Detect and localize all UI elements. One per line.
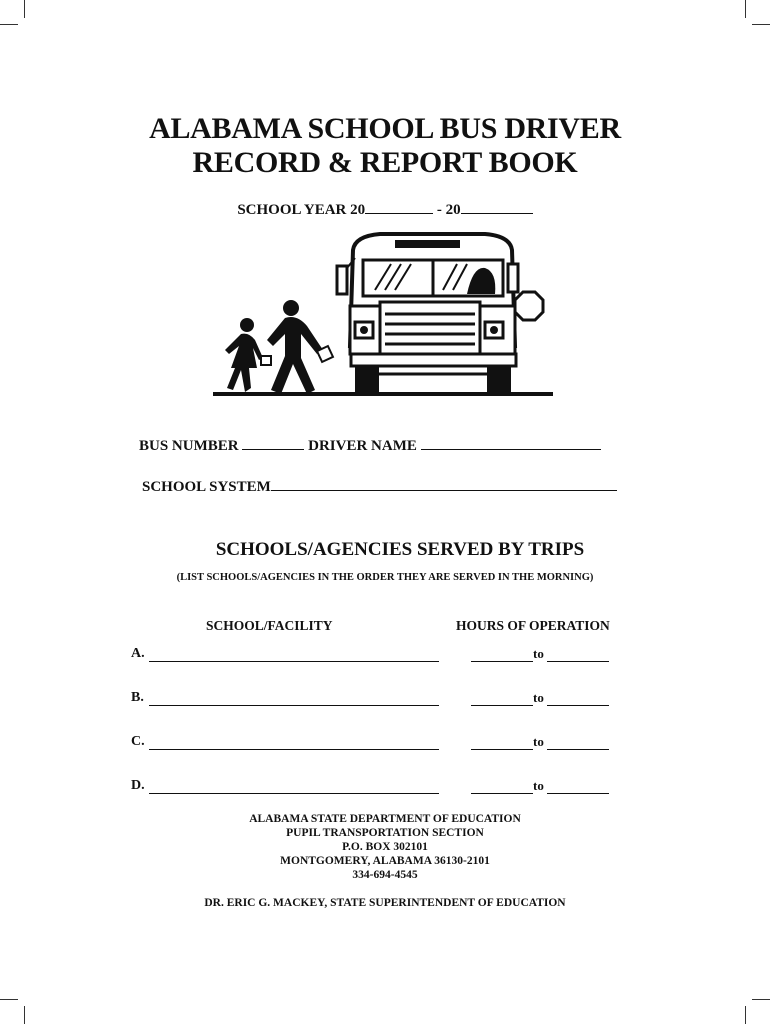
col-school-header: SCHOOL/FACILITY xyxy=(206,618,333,633)
school-year-line xyxy=(0,202,770,219)
col-hours-header: HOURS OF OPERATION xyxy=(456,618,610,633)
crop-mark-tr-h xyxy=(752,24,770,25)
school-year-separator: - 20 xyxy=(436,202,461,218)
row-d xyxy=(131,778,631,798)
address-block xyxy=(0,812,770,882)
row-d-end-blank[interactable] xyxy=(547,778,609,794)
row-c-to: to xyxy=(533,734,544,749)
driver-name-blank[interactable] xyxy=(421,449,601,450)
driver-name-label: DRIVER NAME xyxy=(308,438,417,454)
address-city: MONTGOMERY, ALABAMA 36130-2101 xyxy=(280,855,490,867)
row-d-school-blank[interactable] xyxy=(149,778,439,794)
school-system-line xyxy=(142,479,617,496)
school-system-blank[interactable] xyxy=(271,490,617,491)
crop-mark-tl-h xyxy=(0,24,18,25)
crop-mark-bl-v xyxy=(24,1006,25,1024)
row-b-label: B. xyxy=(131,690,144,705)
school-year-end-blank[interactable] xyxy=(461,213,533,214)
school-system-label: SCHOOL SYSTEM xyxy=(142,479,271,495)
row-c-start-blank[interactable] xyxy=(471,734,533,750)
row-d-label: D. xyxy=(131,778,145,793)
row-b-to: to xyxy=(533,690,544,705)
row-c-end-blank[interactable] xyxy=(547,734,609,750)
row-a-start-blank[interactable] xyxy=(471,646,533,662)
superintendent-line: DR. ERIC G. MACKEY, STATE SUPERINTENDENT OF EDUCATION xyxy=(204,897,566,909)
address-dept: ALABAMA STATE DEPARTMENT OF EDUCATION xyxy=(249,813,521,825)
row-c-label: C. xyxy=(131,734,145,749)
row-c-school-blank[interactable] xyxy=(149,734,439,750)
bus-driver-line xyxy=(139,438,601,455)
section-instruction: (LIST SCHOOLS/AGENCIES IN THE ORDER THEY ARE SERVED IN THE MORNING) xyxy=(176,572,594,583)
crop-mark-br-h xyxy=(752,999,770,1000)
row-b-school-blank[interactable] xyxy=(149,690,439,706)
row-a-label: A. xyxy=(131,646,145,661)
crop-mark-tl-v xyxy=(24,0,25,18)
row-c xyxy=(131,734,631,754)
row-b-start-blank[interactable] xyxy=(471,690,533,706)
row-d-to: to xyxy=(533,778,544,793)
row-b-end-blank[interactable] xyxy=(547,690,609,706)
address-phone: 334-694-4545 xyxy=(352,869,418,881)
school-year-label: SCHOOL YEAR 20 xyxy=(237,202,366,218)
title-line-2: RECORD & REPORT BOOK xyxy=(192,146,578,179)
crop-mark-br-v xyxy=(745,1006,746,1024)
crop-mark-tr-v xyxy=(745,0,746,18)
section-heading: SCHOOLS/AGENCIES SERVED BY TRIPS xyxy=(215,539,585,560)
row-a-to: to xyxy=(533,646,544,661)
bus-number-blank[interactable] xyxy=(242,449,304,450)
row-a-end-blank[interactable] xyxy=(547,646,609,662)
school-year-start-blank[interactable] xyxy=(365,213,433,214)
row-b xyxy=(131,690,631,710)
address-box: P.O. BOX 302101 xyxy=(342,841,428,853)
row-a xyxy=(131,646,631,666)
school-bus-illustration xyxy=(205,228,560,403)
title-line-1: ALABAMA SCHOOL BUS DRIVER xyxy=(149,112,621,145)
bus-number-label: BUS NUMBER xyxy=(139,438,239,454)
crop-mark-bl-h xyxy=(0,999,18,1000)
address-section: PUPIL TRANSPORTATION SECTION xyxy=(286,827,484,839)
row-d-start-blank[interactable] xyxy=(471,778,533,794)
row-a-school-blank[interactable] xyxy=(149,646,439,662)
